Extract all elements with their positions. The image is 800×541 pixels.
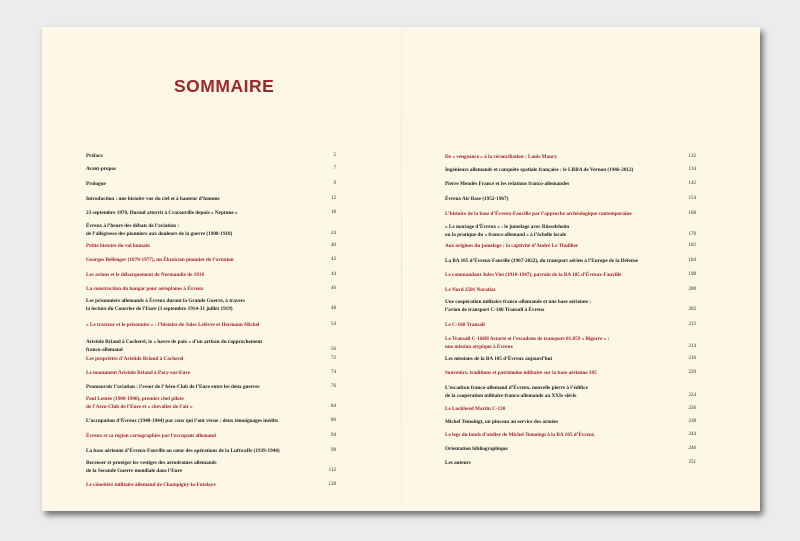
toc-entry-page: 44 — [331, 272, 336, 277]
toc-entry-page: 182 — [688, 243, 696, 248]
toc-entry-page: 40 — [331, 243, 336, 248]
toc-entry-title: Évreux et sa région cartographiés par l’occupant allemand — [86, 433, 216, 439]
toc-entry — [86, 222, 336, 238]
toc-entry-title: Une coopération militaire franco-allemande et une base aérienne : l’avion de transport C-160 Transall à Évreux — [445, 299, 591, 313]
toc-entry — [445, 418, 696, 426]
toc-entry-page: 18 — [331, 210, 336, 215]
toc-entry — [86, 256, 336, 264]
toc-entry — [86, 355, 336, 363]
toc-entry-page: 216 — [688, 356, 696, 361]
toc-entry — [445, 335, 696, 351]
toc-entry-page: 170 — [688, 232, 696, 237]
toc-entry-title: Le Transall C-160H Astarté et l’escadron de transport 01.059 « Bigorre » : une mission atypique à Évreux — [445, 336, 610, 350]
toc-entry-page: 246 — [688, 446, 696, 451]
toc-entry-title: Les prisonniers allemands à Évreux durant la Grande Guerre, à travers la lecture du Courrier de l’Eure (3 septembre 1914-31 juillet 1919) — [86, 298, 246, 312]
toc-entry-title: De « vengeance » à la réconciliation : Louis Maury — [445, 154, 557, 160]
toc-entry — [86, 432, 336, 440]
toc-entry — [86, 369, 336, 377]
toc-entry — [445, 153, 696, 161]
toc-entry-page: 236 — [688, 406, 696, 411]
toc-entry — [445, 298, 696, 314]
toc-entry — [445, 369, 696, 377]
toc-entry-page: 251 — [688, 460, 696, 465]
toc-entry-title: Le legs du fonds d’atelier de Michel Temoingt à la BA 105 d’Évreux — [445, 432, 595, 438]
toc-entry-page: 84 — [331, 404, 336, 409]
toc-entry-page: 142 — [688, 181, 696, 186]
toc-entry-title: Aristide Briand à Cocherel, le « havre de paix » d’un artisan du rapprochement franco-allemand — [86, 339, 263, 353]
toc-entry-title: Prologue — [86, 181, 106, 187]
toc-entry-page: 86 — [331, 418, 336, 423]
toc-entry-title: Promouvoir l’aviation : l’essor de l’Aéro-Club de l’Eure entre les deux guerres — [86, 384, 260, 390]
toc-entry-page: 184 — [688, 258, 696, 263]
toc-entry-page: 48 — [331, 306, 336, 311]
toc-entry — [86, 481, 336, 489]
toc-entry — [445, 242, 696, 250]
toc-entry — [86, 383, 336, 391]
toc-entry — [445, 405, 696, 413]
toc-entry-title: Georges Bellenger (1878-1977), un Ébroïcien pionnier de l’aviation — [86, 257, 234, 263]
toc-entry-title: Le cimetière militaire allemand de Champigny-la-Futelaye — [86, 482, 216, 488]
book-spread — [42, 27, 760, 511]
toc-entry-page: 5 — [333, 153, 336, 158]
toc-entry-page: 220 — [688, 370, 696, 375]
toc-entry-page: 244 — [688, 432, 696, 437]
toc-entry-page: 12 — [331, 196, 336, 201]
toc-entry-title: Le Lockheed Martin C-130 — [445, 406, 506, 412]
toc-entry-page: 134 — [688, 167, 696, 172]
toc-entry-page: 168 — [688, 211, 696, 216]
toc-entry — [86, 417, 336, 425]
toc-entry-title: Aux origines du jumelage : la captivité d’André Le Thuillier — [445, 243, 579, 249]
toc-entry-page: 9 — [333, 181, 336, 186]
toc-entry-title: Les propriétés d’Aristide Briand à Cocherel — [86, 356, 184, 362]
toc-entry-title: Le commandant Jules Viet (1910-1947), parrain de la BA 105 d’Évreux-Fauville — [445, 272, 622, 278]
toc-entry-page: 224 — [688, 393, 696, 398]
toc-entry — [445, 257, 696, 265]
toc-entry-page: 238 — [688, 419, 696, 424]
toc-entry-title: L’histoire de la base d’Évreux-Fauville par l’approche archéologique contemporaine — [445, 211, 632, 217]
toc-entry — [445, 445, 696, 453]
toc-entry-page: 54 — [331, 322, 336, 327]
toc-entry — [445, 355, 696, 363]
toc-entry — [86, 271, 336, 279]
toc-entry-page: 112 — [328, 468, 336, 473]
toc-entry — [86, 152, 336, 160]
toc-entry-page: 198 — [688, 272, 696, 277]
toc-entry-title: Avant-propos — [86, 166, 117, 172]
toc-entry — [86, 321, 336, 329]
toc-entry-title: Ingénieurs allemands et conquête spatiale française : le LRBA de Vernon (1946-2012) — [445, 167, 634, 173]
page-title: SOMMAIRE — [174, 76, 275, 96]
toc-entry-title: Évreux à l’heure des débats de l’aviation : de l’allégresse des pionniers aux douleurs de la guerre (1908-1918) — [86, 223, 233, 237]
toc-entry-title: Michel Temoingt, un pinceau au service des armées — [445, 419, 559, 425]
toc-entry — [86, 297, 336, 313]
toc-entry-page: 42 — [331, 257, 336, 262]
toc-entry — [86, 447, 336, 455]
toc-entry-title: La base aérienne d’Évreux-Fauville au cœur des opérations de la Luftwaffe (1939-1944) — [86, 448, 280, 454]
toc-entry-page: 72 — [331, 356, 336, 361]
toc-entry-title: Le monument Aristide Briand à Pacy-sur-Eure — [86, 370, 190, 376]
toc-entry-title: Petite histoire du vol humain — [86, 243, 150, 249]
toc-entry-page: 128 — [328, 482, 336, 487]
toc-entry — [445, 286, 696, 294]
toc-entry-title: 23 septembre 1870, Durouf atterrit à Cracouville depuis « Neptune » — [86, 210, 238, 216]
toc-entry-page: 24 — [331, 231, 336, 236]
toc-entry-title: Évreux Air Base (1952-1967) — [445, 196, 509, 202]
toc-entry-page: 76 — [331, 384, 336, 389]
toc-entry-page: 98 — [331, 448, 336, 453]
toc-entry-title: La construction du hangar pour aéroplanes à Évreux — [86, 286, 204, 292]
toc-entry-title: Le C-160 Transall — [445, 322, 485, 328]
toc-entry-page: 202 — [688, 307, 696, 312]
toc-entry — [445, 210, 696, 218]
toc-entry — [445, 321, 696, 329]
toc-entry-title: La BA 105 d’Évreux-Fauville (1967-2022), du transport aérien à l’Europe de la Défense — [445, 258, 639, 264]
toc-entry — [86, 209, 336, 217]
toc-entry-page: 200 — [688, 287, 696, 292]
toc-entry-title: Les missions de la BA 105 d’Évreux aujourd’hui — [445, 356, 552, 362]
toc-entry-title: L’occupation d’Évreux (1940-1944) par ceux qui l’ont vécue : deux témoignages inédits — [86, 418, 278, 424]
toc-entry — [445, 166, 696, 174]
toc-entry — [86, 242, 336, 250]
toc-entry-page: 46 — [331, 286, 336, 291]
toc-entry — [445, 223, 696, 239]
toc-entry — [445, 180, 696, 188]
toc-entry-title: Introduction : une histoire vue du ciel et à hauteur d’homme — [86, 196, 220, 202]
toc-entry-page: 7 — [333, 166, 336, 171]
toc-entry-title: L’escadron franco-allemand d’Évreux, nouvelle pierre à l’édifice de la coopération militaire franco-allemande au XXIe siècle — [445, 385, 588, 399]
toc-entry-page: 74 — [331, 370, 336, 375]
toc-entry — [86, 180, 336, 188]
toc-entry — [445, 271, 696, 279]
toc-entry-title: Les auteurs — [445, 460, 471, 466]
toc-entry — [86, 285, 336, 293]
toc-entry-title: Orientation bibliographique — [445, 446, 508, 452]
toc-entry-title: « Le mariage d’Évreux » : le jumelage avec Rüsselsheim ou la pratique du « franco-allemand » à l’échelle locale — [445, 224, 570, 238]
toc-entry — [86, 395, 336, 411]
toc-entry-title: « Le tracteur et le prisonnier » : l’histoire de Jules Lefèvre et Hermann Mickel — [86, 322, 260, 328]
book-gutter — [401, 27, 402, 511]
toc-entry-title: Le Nord 2501 Noratlas — [445, 287, 496, 293]
toc-entry — [86, 165, 336, 173]
toc-entry — [445, 459, 696, 467]
toc-entry — [86, 338, 336, 354]
toc-entry — [86, 195, 336, 203]
toc-entry-title: Souvenirs, traditions et patrimoine militaire sur la base aérienne 105 — [445, 370, 597, 376]
toc-entry-title: Pierre Mendès France et les relations franco-allemandes — [445, 181, 570, 187]
toc-entry — [445, 431, 696, 439]
toc-entry-title: Préface — [86, 153, 103, 159]
toc-entry-title: Paul Lemée (1900-1940), premier chef pilote de l’Aéro-Club de l’Eure et « chevalier de l’air » — [86, 396, 193, 410]
toc-entry-page: 214 — [688, 344, 696, 349]
toc-entry — [445, 195, 696, 203]
toc-entry-title: Les avions et le débarquement de Normandie de 1910 — [86, 272, 205, 278]
toc-entry-page: 212 — [688, 322, 696, 327]
toc-entry-page: 94 — [331, 433, 336, 438]
toc-entry-page: 154 — [688, 196, 696, 201]
toc-entry-page: 132 — [688, 154, 696, 159]
toc-entry — [86, 459, 336, 475]
toc-entry — [445, 384, 696, 400]
toc-entry-page: 56 — [331, 347, 336, 352]
toc-entry-title: Recenser et protéger les vestiges des aérodromes allemands de la Seconde Guerre mondiale dans l’Eure — [86, 460, 217, 474]
